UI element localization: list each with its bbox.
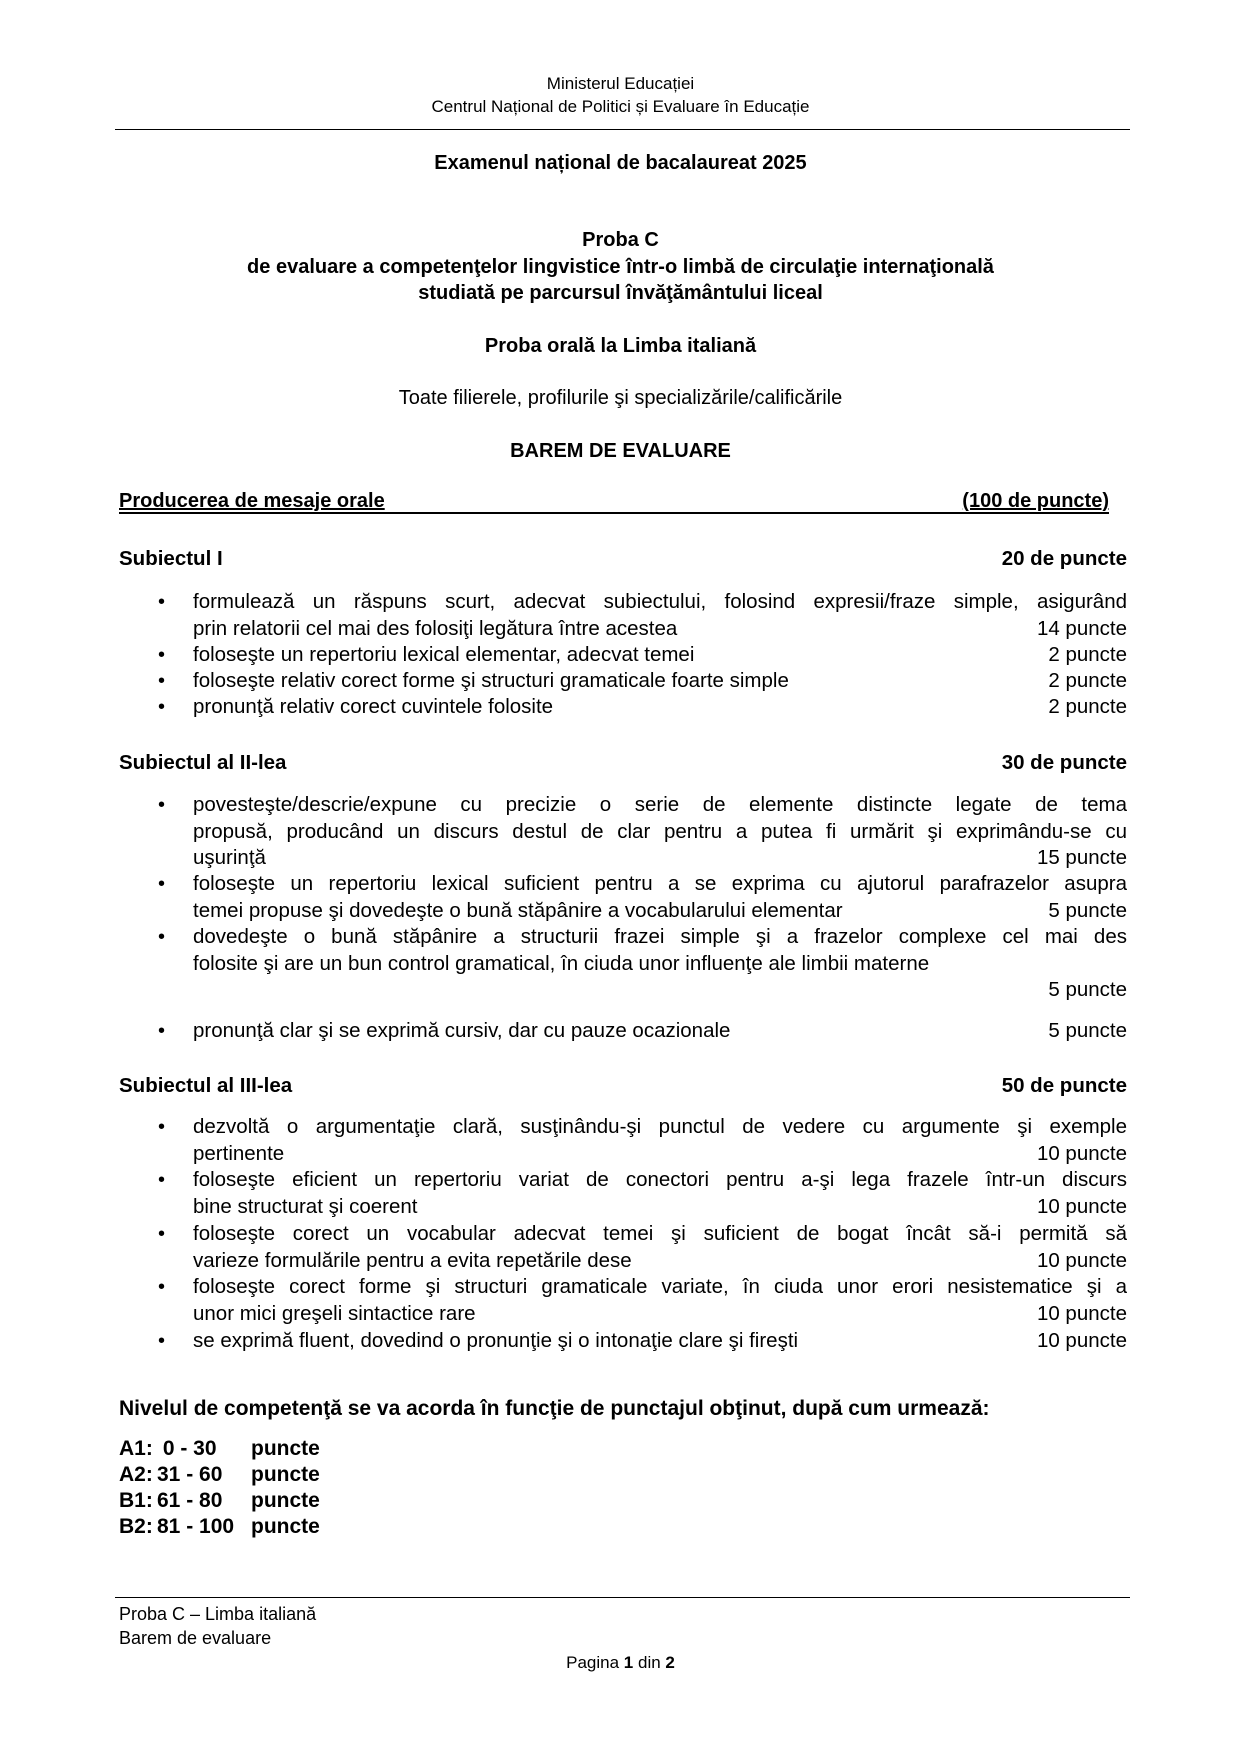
- page-total: 2: [665, 1653, 675, 1672]
- subject-title: Subiectul al III-lea: [119, 1074, 293, 1097]
- criterion-text: pronunţă clar şi se exprimă cursiv, dar cu pauze ocazionale: [193, 1019, 731, 1042]
- criterion-points: 5 puncte: [1048, 1019, 1127, 1042]
- bullet-icon: •: [158, 1276, 166, 1298]
- bullet-icon: •: [158, 644, 166, 666]
- footer-rule: [115, 1597, 1130, 1598]
- footer-doc-type: Barem de evaluare: [119, 1628, 272, 1648]
- bullet-icon: •: [158, 591, 166, 613]
- level-range: 0 - 30: [157, 1437, 217, 1460]
- bullet-icon: •: [158, 1020, 166, 1042]
- criterion-points: 10 puncte: [1036, 1248, 1127, 1272]
- section-underline: [119, 512, 1109, 514]
- bullet-icon: •: [158, 926, 166, 948]
- ministry-name: Ministerul Educației: [546, 74, 695, 93]
- criterion-item: [193, 1328, 1127, 1355]
- criterion-item: [193, 1114, 1127, 1167]
- subject-1-heading: [119, 546, 1127, 572]
- criterion-text: propusă, producând un discurs destul de clar pentru a putea fi urmărit şi exprimându-se cu: [193, 819, 1127, 843]
- criterion-text: temei propuse şi dovedeşte o bună stăpânire a vocabularului elementar: [193, 898, 843, 922]
- criterion-points: 10 puncte: [1036, 1194, 1127, 1218]
- subject-2-heading: [119, 750, 1127, 776]
- criterion-item: [193, 924, 1127, 1004]
- subject-points: 30 de puncte: [1001, 751, 1127, 774]
- criterion-text: pertinente: [193, 1141, 285, 1165]
- bullet-icon: •: [158, 794, 166, 816]
- criterion-text: foloseşte un repertoriu lexical elementar, adecvat temei: [193, 643, 695, 666]
- level-row: [119, 1462, 320, 1488]
- criterion-points: 10 puncte: [1036, 1141, 1127, 1165]
- criterion-points: 5 puncte: [1048, 978, 1127, 1001]
- criterion-text: se exprimă fluent, dovedind o pronunţie şi o intonaţie clare şi fireşti: [193, 1329, 799, 1352]
- level-unit: puncte: [251, 1515, 320, 1538]
- subject-points: 20 de puncte: [1001, 547, 1127, 570]
- criterion-text: varieze formulările pentru a evita repetările dese: [193, 1248, 632, 1272]
- criterion-item: [193, 1018, 1127, 1045]
- bullet-icon: •: [158, 873, 166, 895]
- criterion-item: [193, 1167, 1127, 1220]
- level-row: [119, 1514, 320, 1540]
- criterion-points: 2 puncte: [1048, 695, 1127, 718]
- proba-subtitle-2: studiată pe parcursul învăţământului liceal: [418, 282, 823, 304]
- criterion-item: [193, 871, 1127, 924]
- criterion-text: povesteşte/descrie/expune cu precizie o serie de elemente distincte legate de tema: [193, 793, 1127, 816]
- bullet-icon: •: [158, 1330, 166, 1352]
- criterion-item: [193, 1274, 1127, 1327]
- criterion-text: unor mici greşeli sintactice rare: [193, 1301, 476, 1325]
- subject-title: Subiectul al II-lea: [119, 751, 287, 774]
- criterion-text: bine structurat şi coerent: [193, 1194, 418, 1218]
- criterion-item: [193, 694, 1127, 721]
- barem-title: BAREM DE EVALUARE: [510, 440, 731, 462]
- level-range: 81 - 100: [157, 1515, 235, 1538]
- bullet-icon: •: [158, 696, 166, 718]
- level-unit: puncte: [251, 1489, 320, 1512]
- subject-title: Subiectul I: [119, 547, 223, 570]
- level-code: A1:: [119, 1437, 153, 1460]
- level-range: 31 - 60: [157, 1463, 223, 1486]
- level-code: A2:: [119, 1463, 153, 1486]
- bullet-icon: •: [158, 1116, 166, 1138]
- criterion-text: dezvoltă o argumentaţie clară, susţinându-şi punctul de vedere cu argumente şi exemple: [193, 1115, 1127, 1138]
- page-current: 1: [623, 1653, 634, 1672]
- page-number: [0, 1652, 1241, 1673]
- level-unit: puncte: [251, 1437, 320, 1460]
- level-code: B2:: [119, 1515, 153, 1538]
- criterion-text: foloseşte un repertoriu lexical suficient pentru a se exprima cu ajutorul parafrazelor asupra: [193, 872, 1127, 895]
- competence-intro: Nivelul de competenţă se va acorda în funcţie de punctajul obţinut, după cum urmează:: [119, 1397, 990, 1420]
- proba-subtitle-1: de evaluare a competenţelor lingvistice într-o limbă de circulaţie internaţională: [247, 256, 994, 278]
- footer-subject: Proba C – Limba italiană: [119, 1604, 317, 1624]
- criterion-text: folosite şi are un bun control gramatical, în ciuda unor influenţe ale limbii materne: [193, 951, 930, 975]
- header-rule: [115, 129, 1130, 130]
- criterion-text: foloseşte corect forme şi structuri gramaticale variate, în ciuda unor erori nesistematice şi a: [193, 1275, 1127, 1298]
- criterion-points: 5 puncte: [1048, 898, 1127, 922]
- criterion-item: [193, 792, 1127, 872]
- subject-3-heading: [119, 1073, 1127, 1099]
- subject-points: 50 de puncte: [1001, 1074, 1127, 1097]
- bullet-icon: •: [158, 1223, 166, 1245]
- oral-title: Proba orală la Limba italiană: [484, 335, 757, 357]
- criterion-text: dovedeşte o bună stăpânire a structurii frazei simple şi a frazelor complexe cel mai des: [193, 925, 1127, 948]
- section-label: Producerea de mesaje orale: [119, 490, 385, 512]
- criterion-item: [193, 642, 1127, 669]
- level-range: 61 - 80: [157, 1489, 223, 1512]
- criterion-text: foloseşte corect un vocabular adecvat temei şi suficient de bogat încât să-i permită să: [193, 1222, 1127, 1245]
- criterion-points: 10 puncte: [1036, 1329, 1127, 1352]
- center-name: Centrul Național de Politici și Evaluare în Educație: [431, 97, 810, 116]
- criterion-text: foloseşte relativ corect forme şi structuri gramaticale foarte simple: [193, 669, 789, 692]
- bullet-icon: •: [158, 1169, 166, 1191]
- criterion-text: formulează un răspuns scurt, adecvat subiectului, folosind expresii/fraze simple, asigurând: [193, 590, 1127, 613]
- page-mid: din: [633, 1653, 666, 1672]
- criterion-item: [193, 589, 1127, 642]
- criterion-points: 2 puncte: [1048, 643, 1127, 666]
- level-unit: puncte: [251, 1463, 320, 1486]
- criterion-text: prin relatorii cel mai des folosiţi legătura între acestea: [193, 616, 678, 640]
- criterion-points: 10 puncte: [1036, 1301, 1127, 1325]
- level-row: [119, 1436, 320, 1462]
- page-prefix: Pagina: [566, 1653, 624, 1672]
- criterion-text: pronunţă relativ corect cuvintele folosite: [193, 695, 554, 718]
- criterion-text: uşurinţă: [193, 846, 266, 869]
- exam-title: Examenul național de bacalaureat 2025: [434, 152, 807, 174]
- criterion-points: 14 puncte: [1036, 616, 1127, 640]
- criterion-item: [193, 668, 1127, 695]
- criterion-item: [193, 1221, 1127, 1274]
- section-points: (100 de puncte): [962, 490, 1109, 512]
- proba-title: Proba C: [582, 229, 659, 251]
- criterion-text: foloseşte eficient un repertoriu variat de conectori pentru a-şi lega frazele într-un discurs: [193, 1168, 1127, 1191]
- section-heading: [119, 490, 1109, 516]
- level-code: B1:: [119, 1489, 153, 1512]
- criterion-points: 15 puncte: [1036, 846, 1127, 869]
- filiere-text: Toate filierele, profilurile şi specializările/calificările: [398, 387, 843, 409]
- level-row: [119, 1488, 320, 1514]
- criterion-points: 2 puncte: [1048, 669, 1127, 692]
- bullet-icon: •: [158, 670, 166, 692]
